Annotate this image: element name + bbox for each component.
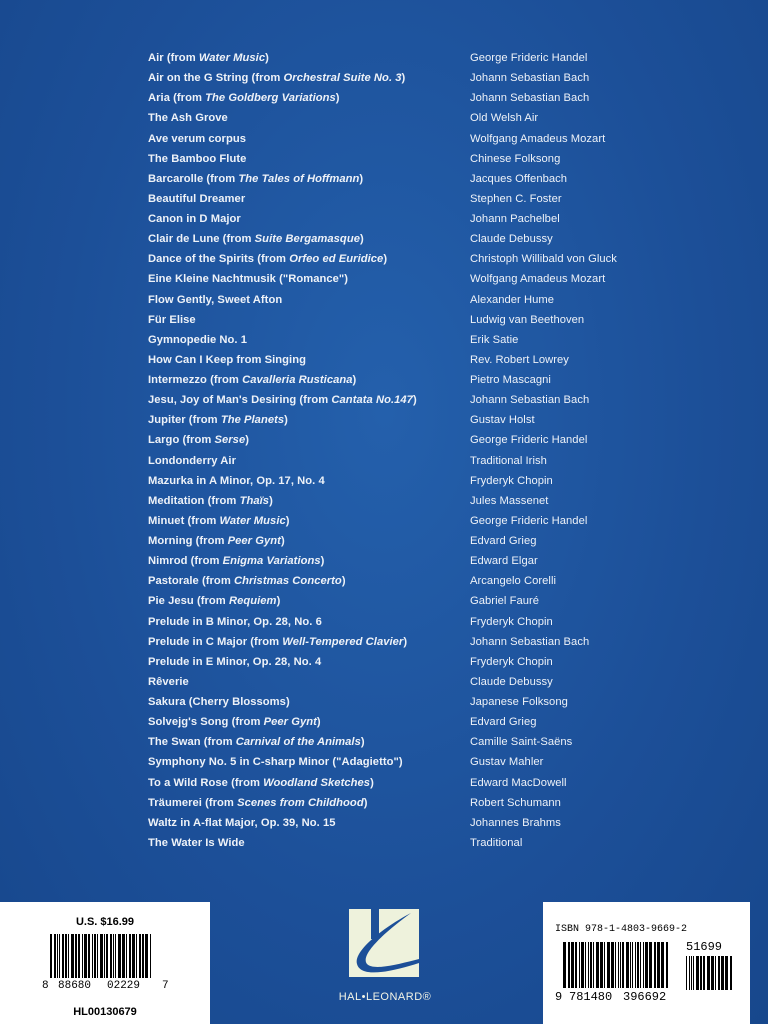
title-text: Rêverie bbox=[148, 675, 189, 688]
barcode-bar bbox=[635, 942, 636, 988]
song-row bbox=[148, 88, 748, 108]
barcode-bar bbox=[82, 934, 83, 978]
song-title bbox=[148, 153, 470, 165]
song-title bbox=[148, 414, 470, 426]
title-text: Eine Kleine Nachtmusik ("Romance") bbox=[148, 273, 349, 286]
upc-barcode bbox=[50, 934, 160, 978]
ean-digits-left: 781480 bbox=[569, 990, 613, 1004]
composer: Pietro Mascagni bbox=[470, 374, 551, 387]
composer: Johann Sebastian Bach bbox=[470, 92, 590, 105]
barcode-bar bbox=[611, 942, 614, 988]
song-row bbox=[148, 229, 748, 249]
title-text: Air on the G String (from bbox=[148, 72, 284, 85]
title-text: The Swan (from bbox=[148, 736, 236, 749]
barcode-bar bbox=[84, 934, 87, 978]
title-text: Träumerei (from bbox=[148, 796, 238, 809]
source-work: Water Music bbox=[219, 514, 286, 527]
composer: Edvard Grieg bbox=[470, 716, 537, 729]
barcode-bar bbox=[590, 942, 592, 988]
song-title bbox=[148, 616, 470, 628]
song-title bbox=[148, 455, 470, 467]
barcode-bar bbox=[640, 942, 641, 988]
composer: Johann Sebastian Bach bbox=[470, 394, 590, 407]
composer: Traditional Irish bbox=[470, 454, 547, 467]
composer: Ludwig van Beethoven bbox=[470, 313, 585, 326]
barcode-bar bbox=[113, 934, 114, 978]
title-text: ) bbox=[352, 374, 357, 387]
composer: George Frideric Handel bbox=[470, 52, 588, 65]
song-row bbox=[148, 249, 748, 269]
title-text: ) bbox=[285, 514, 290, 527]
barcode-bar bbox=[94, 934, 96, 978]
title-text: How Can I Keep from Singing bbox=[148, 353, 306, 366]
barcode-bar bbox=[689, 956, 690, 990]
song-row bbox=[148, 48, 748, 68]
title-text: Beautiful Dreamer bbox=[148, 192, 246, 205]
composer: Rev. Robert Lowrey bbox=[470, 353, 569, 366]
isbn-barcode-panel bbox=[543, 902, 750, 1024]
song-row bbox=[148, 149, 748, 169]
barcode-bar bbox=[703, 956, 705, 990]
title-text: Prelude in B Minor, Op. 28, No. 6 bbox=[148, 615, 322, 628]
song-title bbox=[148, 52, 470, 64]
song-row bbox=[148, 773, 748, 793]
title-text: ) bbox=[280, 535, 285, 548]
composer: Japanese Folksong bbox=[470, 696, 568, 709]
song-row bbox=[148, 169, 748, 189]
price: U.S. $16.99 bbox=[75, 916, 135, 928]
song-row bbox=[148, 712, 748, 732]
title-text: ) bbox=[335, 92, 340, 105]
title-text: ) bbox=[383, 253, 388, 266]
upc-digits-right: 02229 bbox=[107, 980, 141, 992]
title-text: ) bbox=[269, 494, 273, 507]
song-row bbox=[148, 752, 748, 772]
song-title bbox=[148, 555, 470, 567]
composer: Johannes Brahms bbox=[470, 816, 561, 829]
title-text: Intermezzo (from bbox=[148, 374, 243, 387]
composer: Claude Debussy bbox=[470, 675, 553, 688]
song-title bbox=[148, 334, 470, 346]
title-text: Waltz in A-flat Major, Op. 39, No. 15 bbox=[148, 816, 336, 829]
composer: Arcangelo Corelli bbox=[470, 575, 557, 588]
addon-barcode bbox=[686, 956, 734, 990]
hal-leonard-logo bbox=[345, 909, 423, 984]
source-work: Well-Tempered Clavier bbox=[282, 635, 404, 648]
source-work: Scenes from Childhood bbox=[237, 796, 364, 809]
composer: Gabriel Fauré bbox=[470, 595, 540, 608]
song-row bbox=[148, 108, 748, 128]
composer: Gustav Holst bbox=[470, 414, 535, 427]
composer: George Frideric Handel bbox=[470, 514, 588, 527]
song-row bbox=[148, 68, 748, 88]
source-work: The Goldberg Variations bbox=[205, 92, 336, 105]
item-number: HL00130679 bbox=[73, 1006, 137, 1018]
song-title bbox=[148, 233, 470, 245]
source-work: Woodland Sketches bbox=[263, 776, 371, 789]
title-text: The Bamboo Flute bbox=[148, 152, 247, 165]
title-text: The Water Is Wide bbox=[148, 836, 245, 849]
barcode-bar bbox=[115, 934, 116, 978]
composer: Erik Satie bbox=[470, 333, 519, 346]
song-row bbox=[148, 551, 748, 571]
song-row bbox=[148, 833, 748, 853]
composer: Camille Saint-Saëns bbox=[470, 736, 573, 749]
title-text: Meditation (from bbox=[148, 494, 240, 507]
title-text: Pie Jesu (from bbox=[148, 595, 229, 608]
song-title bbox=[148, 636, 470, 648]
composer: Christoph Willibald von Gluck bbox=[470, 253, 617, 266]
title-text: Gymnopedie No. 1 bbox=[148, 333, 248, 346]
barcode-bar bbox=[579, 942, 580, 988]
title-text: Air (from bbox=[148, 52, 199, 65]
title-text: ) bbox=[245, 434, 249, 447]
title-text: Pastorale (from bbox=[148, 575, 234, 588]
barcode-bar bbox=[661, 942, 664, 988]
barcode-bar bbox=[571, 942, 574, 988]
composer: Old Welsh Air bbox=[470, 112, 539, 125]
barcode-bar bbox=[57, 934, 58, 978]
composer: Fryderyk Chopin bbox=[470, 655, 553, 668]
composer: Jacques Offenbach bbox=[470, 172, 568, 185]
barcode-bar bbox=[54, 934, 56, 978]
title-text: Flow Gently, Sweet Afton bbox=[148, 293, 283, 306]
title-text: Canon in D Major bbox=[148, 213, 241, 226]
barcode-bar bbox=[139, 934, 141, 978]
song-row bbox=[148, 632, 748, 652]
song-title bbox=[148, 72, 470, 84]
barcode-bar bbox=[721, 956, 724, 990]
song-title bbox=[148, 575, 470, 587]
barcode-bar bbox=[68, 934, 69, 978]
composer: Gustav Mahler bbox=[470, 756, 544, 769]
song-title bbox=[148, 434, 470, 446]
barcode-bar bbox=[707, 956, 710, 990]
composer: Edward MacDowell bbox=[470, 776, 567, 789]
composer: Wolfgang Amadeus Mozart bbox=[470, 132, 606, 145]
song-row bbox=[148, 390, 748, 410]
barcode-bar bbox=[110, 934, 112, 978]
song-title bbox=[148, 696, 470, 708]
barcode-bar bbox=[62, 934, 64, 978]
barcode-bar bbox=[607, 942, 610, 988]
composer: Chinese Folksong bbox=[470, 152, 561, 165]
composer: Edvard Grieg bbox=[470, 535, 537, 548]
barcode-bar bbox=[618, 942, 619, 988]
barcode-bar bbox=[97, 934, 98, 978]
song-title bbox=[148, 314, 470, 326]
barcode-bar bbox=[136, 934, 137, 978]
barcode-bar bbox=[637, 942, 639, 988]
title-text: Ave verum corpus bbox=[148, 132, 247, 145]
price-barcode-panel bbox=[0, 902, 210, 1024]
title-text: Jupiter (from bbox=[148, 414, 221, 427]
barcode-bar bbox=[65, 934, 67, 978]
source-work: Requiem bbox=[228, 595, 277, 608]
barcode-bar bbox=[593, 942, 594, 988]
song-row bbox=[148, 591, 748, 611]
title-text: Barcarolle (from bbox=[148, 172, 239, 185]
title-text: ) bbox=[370, 776, 374, 789]
title-text: Dance of the Spirits (from bbox=[148, 253, 290, 266]
source-work: Orfeo ed Euridice bbox=[289, 253, 384, 266]
title-text: ) bbox=[401, 72, 406, 85]
barcode-bar bbox=[132, 934, 135, 978]
barcode-bar bbox=[718, 956, 720, 990]
price-addon-code: 51699 bbox=[686, 940, 723, 954]
song-row bbox=[148, 430, 748, 450]
barcode-bar bbox=[654, 942, 656, 988]
barcode-bar bbox=[693, 956, 694, 990]
song-title bbox=[148, 213, 470, 225]
song-row bbox=[148, 652, 748, 672]
source-work: Carnival of the Animals bbox=[235, 736, 361, 749]
title-text: Largo (from bbox=[148, 434, 215, 447]
song-title bbox=[148, 535, 470, 547]
song-row bbox=[148, 410, 748, 430]
title-text: Londonderry Air bbox=[148, 454, 236, 467]
composer: Alexander Hume bbox=[470, 293, 555, 306]
title-text: Aria (from bbox=[148, 92, 206, 105]
barcode-bar bbox=[615, 942, 616, 988]
song-row bbox=[148, 793, 748, 813]
barcode-bar bbox=[50, 934, 52, 978]
barcode-bar bbox=[75, 934, 77, 978]
song-title bbox=[148, 92, 470, 104]
song-title bbox=[148, 112, 470, 124]
song-row bbox=[148, 290, 748, 310]
song-row bbox=[148, 330, 748, 350]
barcode-bar bbox=[596, 942, 599, 988]
song-row bbox=[148, 370, 748, 390]
source-work: Water Music bbox=[198, 52, 266, 65]
composer: Stephen C. Foster bbox=[470, 192, 562, 205]
composer: Wolfgang Amadeus Mozart bbox=[470, 273, 606, 286]
song-title bbox=[148, 193, 470, 205]
title-text: ) bbox=[359, 233, 364, 246]
song-title bbox=[148, 756, 470, 768]
barcode-bar bbox=[649, 942, 652, 988]
title-text: ) bbox=[341, 575, 346, 588]
barcode-bar bbox=[59, 934, 60, 978]
song-title bbox=[148, 797, 470, 809]
barcode-bar bbox=[71, 934, 74, 978]
song-row bbox=[148, 692, 748, 712]
title-text: ) bbox=[265, 52, 269, 65]
song-row bbox=[148, 672, 748, 692]
song-title bbox=[148, 273, 470, 285]
barcode-bar bbox=[715, 956, 716, 990]
title-text: Mazurka in A Minor, Op. 17, No. 4 bbox=[148, 474, 325, 487]
song-title bbox=[148, 173, 470, 185]
barcode-bar bbox=[600, 942, 603, 988]
barcode-bar bbox=[711, 956, 714, 990]
composer: George Frideric Handel bbox=[470, 434, 588, 447]
barcode-bar bbox=[88, 934, 90, 978]
song-title bbox=[148, 736, 470, 748]
composer: Jules Massenet bbox=[470, 494, 549, 507]
barcode-bar bbox=[622, 942, 624, 988]
song-row bbox=[148, 813, 748, 833]
composer: Traditional bbox=[470, 836, 523, 849]
barcode-bar bbox=[78, 934, 80, 978]
barcode-bar bbox=[129, 934, 131, 978]
composer: Johann Pachelbel bbox=[470, 213, 560, 226]
publisher-name: HAL•LEONARD® bbox=[338, 991, 432, 1003]
song-title bbox=[148, 515, 470, 527]
song-title bbox=[148, 475, 470, 487]
title-text: Symphony No. 5 in C-sharp Minor ("Adagietto") bbox=[148, 756, 403, 769]
ean-digits-right: 396692 bbox=[623, 990, 667, 1004]
barcode-bar bbox=[696, 956, 699, 990]
barcode-bar bbox=[643, 942, 644, 988]
title-text: Für Elise bbox=[148, 313, 196, 326]
title-text: Prelude in C Major (from bbox=[148, 635, 283, 648]
song-row bbox=[148, 612, 748, 632]
song-title bbox=[148, 294, 470, 306]
song-title bbox=[148, 656, 470, 668]
barcode-bar bbox=[106, 934, 108, 978]
composer: Claude Debussy bbox=[470, 233, 553, 246]
song-title bbox=[148, 817, 470, 829]
song-title bbox=[148, 253, 470, 265]
title-text: The Ash Grove bbox=[148, 112, 228, 125]
title-text: To a Wild Rose (from bbox=[148, 776, 264, 789]
title-text: ) bbox=[412, 394, 417, 407]
source-work: Peer Gynt bbox=[227, 535, 281, 548]
song-title bbox=[148, 777, 470, 789]
upc-digit-last: 7 bbox=[162, 980, 169, 992]
source-work: Christmas Concerto bbox=[233, 575, 342, 588]
source-work: Suite Bergamasque bbox=[254, 233, 360, 246]
barcode-bar bbox=[126, 934, 127, 978]
upc-digits-left: 88680 bbox=[58, 980, 92, 992]
title-text: Sakura (Cherry Blossoms) bbox=[148, 696, 290, 709]
title-text: ) bbox=[360, 736, 365, 749]
barcode-bar bbox=[604, 942, 605, 988]
song-row bbox=[148, 129, 748, 149]
barcode-bar bbox=[700, 956, 702, 990]
song-row bbox=[148, 491, 748, 511]
barcode-bar bbox=[100, 934, 103, 978]
barcode-bar bbox=[686, 956, 687, 990]
song-row bbox=[148, 531, 748, 551]
barcode-bar bbox=[730, 956, 732, 990]
composer: Fryderyk Chopin bbox=[470, 615, 553, 628]
barcode-bar bbox=[150, 934, 151, 978]
song-row bbox=[148, 350, 748, 370]
title-text: Minuet (from bbox=[148, 514, 220, 527]
source-work: Thaïs bbox=[239, 494, 270, 507]
song-row bbox=[148, 471, 748, 491]
barcode-bar bbox=[620, 942, 621, 988]
song-row bbox=[148, 732, 748, 752]
composer: Johann Sebastian Bach bbox=[470, 635, 590, 648]
title-text: ) bbox=[316, 716, 321, 729]
source-work: Enigma Variations bbox=[222, 555, 321, 568]
title-text: Morning (from bbox=[148, 535, 228, 548]
barcode-bar bbox=[575, 942, 577, 988]
barcode-bar bbox=[588, 942, 589, 988]
source-work: The Planets bbox=[220, 414, 285, 427]
title-text: ) bbox=[320, 555, 325, 568]
title-text: Jesu, Joy of Man's Desiring (from bbox=[148, 394, 332, 407]
barcode-bar bbox=[92, 934, 93, 978]
song-title bbox=[148, 394, 470, 406]
barcode-bar bbox=[691, 956, 692, 990]
song-title bbox=[148, 716, 470, 728]
song-title bbox=[148, 495, 470, 507]
title-text: ) bbox=[276, 595, 281, 608]
barcode-bar bbox=[142, 934, 144, 978]
source-work: Cavalleria Rusticana bbox=[242, 374, 353, 387]
barcode-bar bbox=[145, 934, 148, 978]
song-row bbox=[148, 571, 748, 591]
barcode-bar bbox=[725, 956, 728, 990]
song-title bbox=[148, 133, 470, 145]
source-work: The Tales of Hoffmann bbox=[238, 172, 360, 185]
barcode-bar bbox=[632, 942, 633, 988]
source-work: Cantata No.147 bbox=[331, 394, 413, 407]
song-title bbox=[148, 676, 470, 688]
barcode-bar bbox=[645, 942, 648, 988]
title-text: ) bbox=[284, 414, 288, 427]
title-text: Nimrod (from bbox=[148, 555, 223, 568]
title-text: Prelude in E Minor, Op. 28, No. 4 bbox=[148, 655, 322, 668]
song-row bbox=[148, 451, 748, 471]
composer: Robert Schumann bbox=[470, 796, 561, 809]
composer: Edward Elgar bbox=[470, 555, 538, 568]
title-text: ) bbox=[363, 796, 368, 809]
source-work: Orchestral Suite No. 3 bbox=[283, 72, 402, 85]
barcode-bar bbox=[563, 942, 566, 988]
barcode-bar bbox=[585, 942, 586, 988]
title-text: ) bbox=[403, 635, 408, 648]
barcode-bar bbox=[568, 942, 570, 988]
isbn-barcode bbox=[563, 942, 673, 988]
ean-digit-first: 9 bbox=[555, 990, 563, 1004]
barcode-bar bbox=[122, 934, 125, 978]
source-work: Serse bbox=[214, 434, 246, 447]
title-text: Clair de Lune (from bbox=[148, 233, 255, 246]
song-title bbox=[148, 837, 470, 849]
barcode-bar bbox=[581, 942, 584, 988]
song-row bbox=[148, 189, 748, 209]
barcode-bar bbox=[104, 934, 105, 978]
song-list bbox=[148, 48, 748, 853]
song-title bbox=[148, 374, 470, 386]
song-title bbox=[148, 595, 470, 607]
composer: Fryderyk Chopin bbox=[470, 474, 553, 487]
song-row bbox=[148, 310, 748, 330]
barcode-bar bbox=[666, 942, 668, 988]
barcode-bar bbox=[626, 942, 629, 988]
song-row bbox=[148, 269, 748, 289]
title-text: Solvejg's Song (from bbox=[148, 716, 264, 729]
song-row bbox=[148, 209, 748, 229]
song-row bbox=[148, 511, 748, 531]
barcode-bar bbox=[118, 934, 121, 978]
source-work: Peer Gynt bbox=[263, 716, 317, 729]
title-text: ) bbox=[359, 172, 364, 185]
song-title bbox=[148, 354, 470, 366]
barcode-bar bbox=[657, 942, 660, 988]
upc-digit-first: 8 bbox=[42, 980, 49, 992]
composer: Johann Sebastian Bach bbox=[470, 72, 590, 85]
isbn: ISBN 978-1-4803-9669-2 bbox=[555, 924, 688, 935]
barcode-bar bbox=[630, 942, 631, 988]
